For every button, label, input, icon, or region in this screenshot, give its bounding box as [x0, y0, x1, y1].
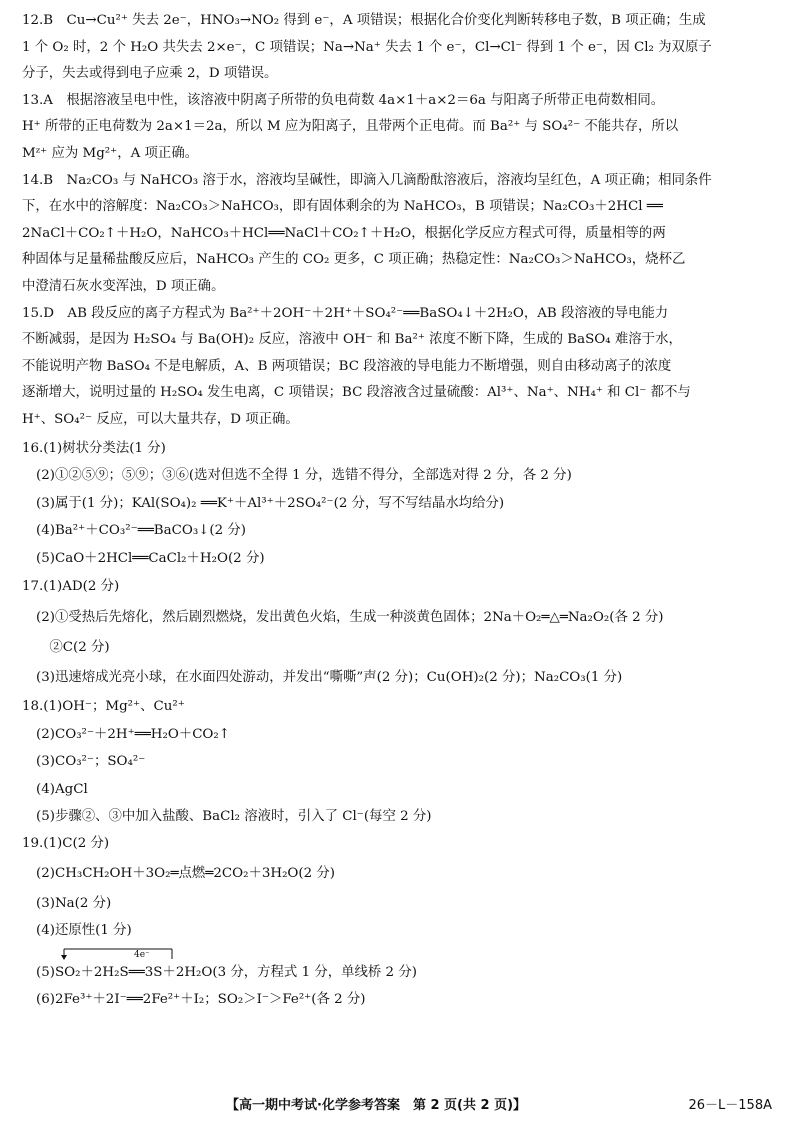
footer-code: 26－L－158A: [688, 1098, 772, 1113]
single-line-bridge: [50, 945, 784, 959]
answer-item: (2)①受热后先熔化，然后剧烈燃烧，发出黄色火焰，生成一种淡黄色固体；2Na＋O₂═△═Na₂O₂(各 2 分): [36, 610, 664, 626]
answer-13: [22, 88, 784, 168]
answer-line: 下，在水中的溶解度：Na₂CO₃＞NaHCO₃，即有固体剩余的为 NaHCO₃，B 项错误；Na₂CO₃＋2HCl ══: [22, 199, 663, 215]
answer-item: (5)CaO＋2HCl══CaCl₂＋H₂O(2 分): [36, 550, 265, 566]
answer-head: 19.(1)C(2 分): [22, 836, 110, 852]
answer-line: 不断减弱，是因为 H₂SO₄ 与 Ba(OH)₂ 反应，溶液中 OH⁻ 和 Ba²⁺ 浓度不断下降，生成的 BaSO₄ 难溶于水，: [22, 332, 682, 348]
answer-item: (2)①②⑤⑨；⑤⑨；③⑥(选对但选不全得 1 分，选错不得分，全部选对得 2 分，各 2 分): [36, 468, 572, 484]
answer-item: (4)AgCl: [36, 781, 88, 797]
answer-line: 12.B Cu→Cu²⁺ 失去 2e⁻，HNO₃→NO₂ 得到 e⁻，A 项错误；根据化合价变化判断转移电子数，B 项正确；生成: [22, 13, 706, 28]
answer-line: 13.A 根据溶液呈电中性，该溶液中阴离子所带的负电荷数 4a×1＋a×2＝6a 与阳离子所带正电荷数相同。: [22, 92, 665, 108]
footer-title: 【高一期中考试·化学参考答案 第 2 页(共 2 页)】: [226, 1098, 527, 1113]
answer-14: [22, 168, 784, 301]
answer-head: 16.(1)树状分类法(1 分): [22, 440, 166, 456]
answer-16: [22, 436, 784, 573]
answer-line: 14.B Na₂CO₃ 与 NaHCO₃ 溶于水，溶液均呈碱性，即滴入几滴酚酞溶液后，溶液均呈红色，A 项正确；相同条件: [22, 172, 712, 188]
answer-line: 中澄清石灰水变浑浊，D 项正确。: [22, 278, 225, 294]
answer-item: (3)Na(2 分): [36, 895, 112, 911]
answer-15: [22, 301, 784, 434]
answer-item: ②C(2 分): [36, 640, 110, 656]
answer-12: [22, 8, 784, 88]
answer-line: 分子，失去或得到电子应乘 2，D 项错误。: [22, 66, 278, 82]
answer-head: 17.(1)AD(2 分): [22, 579, 120, 595]
answer-line: 15.D AB 段反应的离子方程式为 Ba²⁺＋2OH⁻＋2H⁺＋SO₄²⁻══BaSO₄↓＋2H₂O，AB 段溶液的导电能力: [22, 305, 669, 321]
answer-18: [22, 694, 784, 831]
answer-line: 种固体与足量稀盐酸反应后，NaHCO₃ 产生的 CO₂ 更多，C 项正确；热稳定性：Na₂CO₃＞NaHCO₃，烧杯乙: [22, 252, 686, 268]
answer-line: 逐渐增大，说明过量的 H₂SO₄ 发生电离，C 项错误；BC 段溶液含过量硫酸：Al³⁺、Na⁺、NH₄⁺ 和 Cl⁻ 都不与: [22, 385, 691, 401]
answer-item: (5)SO₂＋2H₂S══3S＋2H₂O(3 分，方程式 1 分，单线桥 2 分): [36, 964, 417, 980]
answer-head: 18.(1)OH⁻；Mg²⁺、Cu²⁺: [22, 699, 185, 715]
answer-17: [22, 572, 784, 694]
answer-item: (3)CO₃²⁻；SO₄²⁻: [36, 754, 146, 770]
answer-item: (2)CH₃CH₂OH＋3O₂═点燃═2CO₂＋3H₂O(2 分): [36, 865, 336, 881]
answer-line: H⁺、SO₄²⁻ 反应，可以大量共存，D 项正确。: [22, 411, 299, 427]
electron-transfer-arrow-icon: [50, 945, 190, 961]
answer-line: 2NaCl＋CO₂↑＋H₂O，NaHCO₃＋HCl══NaCl＋CO₂↑＋H₂O，根据化学反应方程式可得，质量相等的两: [22, 225, 666, 241]
answer-19: [22, 831, 784, 1014]
answer-line: 不能说明产物 BaSO₄ 不是电解质，A、B 两项错误；BC 段溶液的导电能力不断增强，则自由移动离子的浓度: [22, 358, 672, 374]
answer-line: Mᶻ⁺ 应为 Mg²⁺，A 项正确。: [22, 145, 199, 161]
answer-item: (2)CO₃²⁻＋2H⁺══H₂O＋CO₂↑: [36, 726, 231, 742]
answer-content: [22, 8, 784, 1014]
answer-item: (4)还原性(1 分): [36, 923, 132, 939]
bridge-label: 4e⁻: [134, 949, 150, 960]
answer-line: H⁺ 所带的正电荷数为 2a×1＝2a，所以 M 应为阳离子，且带两个正电荷。而 Ba²⁺ 与 SO₄²⁻ 不能共存，所以: [22, 119, 679, 135]
answer-item: (4)Ba²⁺＋CO₃²⁻══BaCO₃↓(2 分): [36, 523, 247, 539]
answer-item: (6)2Fe³⁺＋2I⁻══2Fe²⁺＋I₂；SO₂＞I⁻＞Fe²⁺(各 2 分): [36, 992, 366, 1008]
answer-item: (3)迅速熔成光亮小球，在水面四处游动，并发出“嘶嘶”声(2 分)；Cu(OH)₂(2 分)；Na₂CO₃(1 分): [36, 670, 623, 686]
answer-item: (5)步骤②、③中加入盐酸、BaCl₂ 溶液时，引入了 Cl⁻(每空 2 分): [36, 809, 432, 825]
answer-line: 1 个 O₂ 时，2 个 H₂O 共失去 2×e⁻，C 项错误；Na→Na⁺ 失去 1 个 e⁻，Cl→Cl⁻ 得到 1 个 e⁻，因 Cl₂ 为双原子: [22, 39, 712, 55]
answer-item: (3)属于(1 分)；KAl(SO₄)₂ ══K⁺＋Al³⁺＋2SO₄²⁻(2 分，写不写结晶水均给分): [36, 495, 505, 511]
